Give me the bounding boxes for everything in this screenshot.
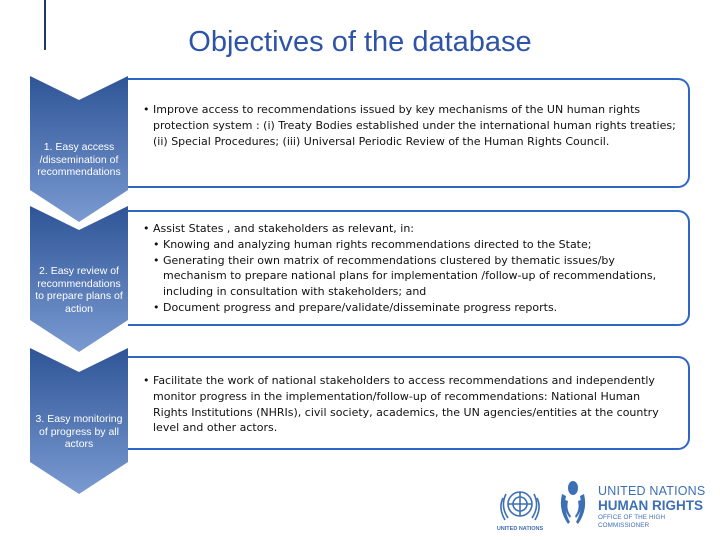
logos [494, 476, 720, 538]
objective-chevron-3 [30, 348, 128, 494]
objective-label-1: 1. Easy access /dissemination of recommendations [37, 141, 121, 179]
objective-bullet: • Improve access to recommendations issued by key mechanisms of the UN human rights protection system : (i) Treaty Bodies established under the international human rights treaties; (ii) Special Procedures; (iii) Universal Periodic Review of the Human Rights Council. [140, 102, 678, 149]
ohchr-line-2: HUMAN RIGHTS [598, 498, 703, 513]
objective-bullet: • Assist States , and stakeholders as relevant, in: [140, 221, 678, 237]
human-rights-emblem-icon [556, 480, 590, 528]
un-caption: UNITED NATIONS [496, 526, 544, 532]
objective-chevron-1 [30, 76, 128, 222]
ohchr-line-3: OFFICE OF THE HIGH COMMISSIONER [598, 514, 666, 529]
objective-label-2: 2. Easy review of recommendations to prepare plans of action [35, 265, 123, 315]
objective-chevron-2 [30, 206, 128, 352]
objective-box-3 [128, 356, 690, 450]
ohchr-line-1: UNITED NATIONS [598, 484, 706, 498]
objective-sub-bullet: • Knowing and analyzing human rights recommendations directed to the State; [150, 237, 678, 253]
objective-label-3: 3. Easy monitoring of progress by all actors [35, 413, 123, 451]
objective-sub-bullet: • Document progress and prepare/validate/disseminate progress reports. [150, 300, 678, 316]
objective-box-1 [128, 78, 690, 188]
page-title: Objectives of the database [188, 26, 532, 58]
objective-box-2 [128, 210, 690, 326]
ohchr-wordmark [598, 484, 716, 530]
objective-sub-bullet: • Generating their own matrix of recommendations clustered by thematic issues/by mechanism to prepare national plans for implementation /follow-up of recommendations, including in consultation with stakeholders; and [150, 253, 678, 300]
objective-bullet: • Facilitate the work of national stakeholders to access recommendations and independently monitor progress in the implementation/follow-up of recommendations: National Human Rights Institutions (NHRIs), civil society, academics, the UN agencies/entities at the country level and other actors. [140, 373, 678, 436]
